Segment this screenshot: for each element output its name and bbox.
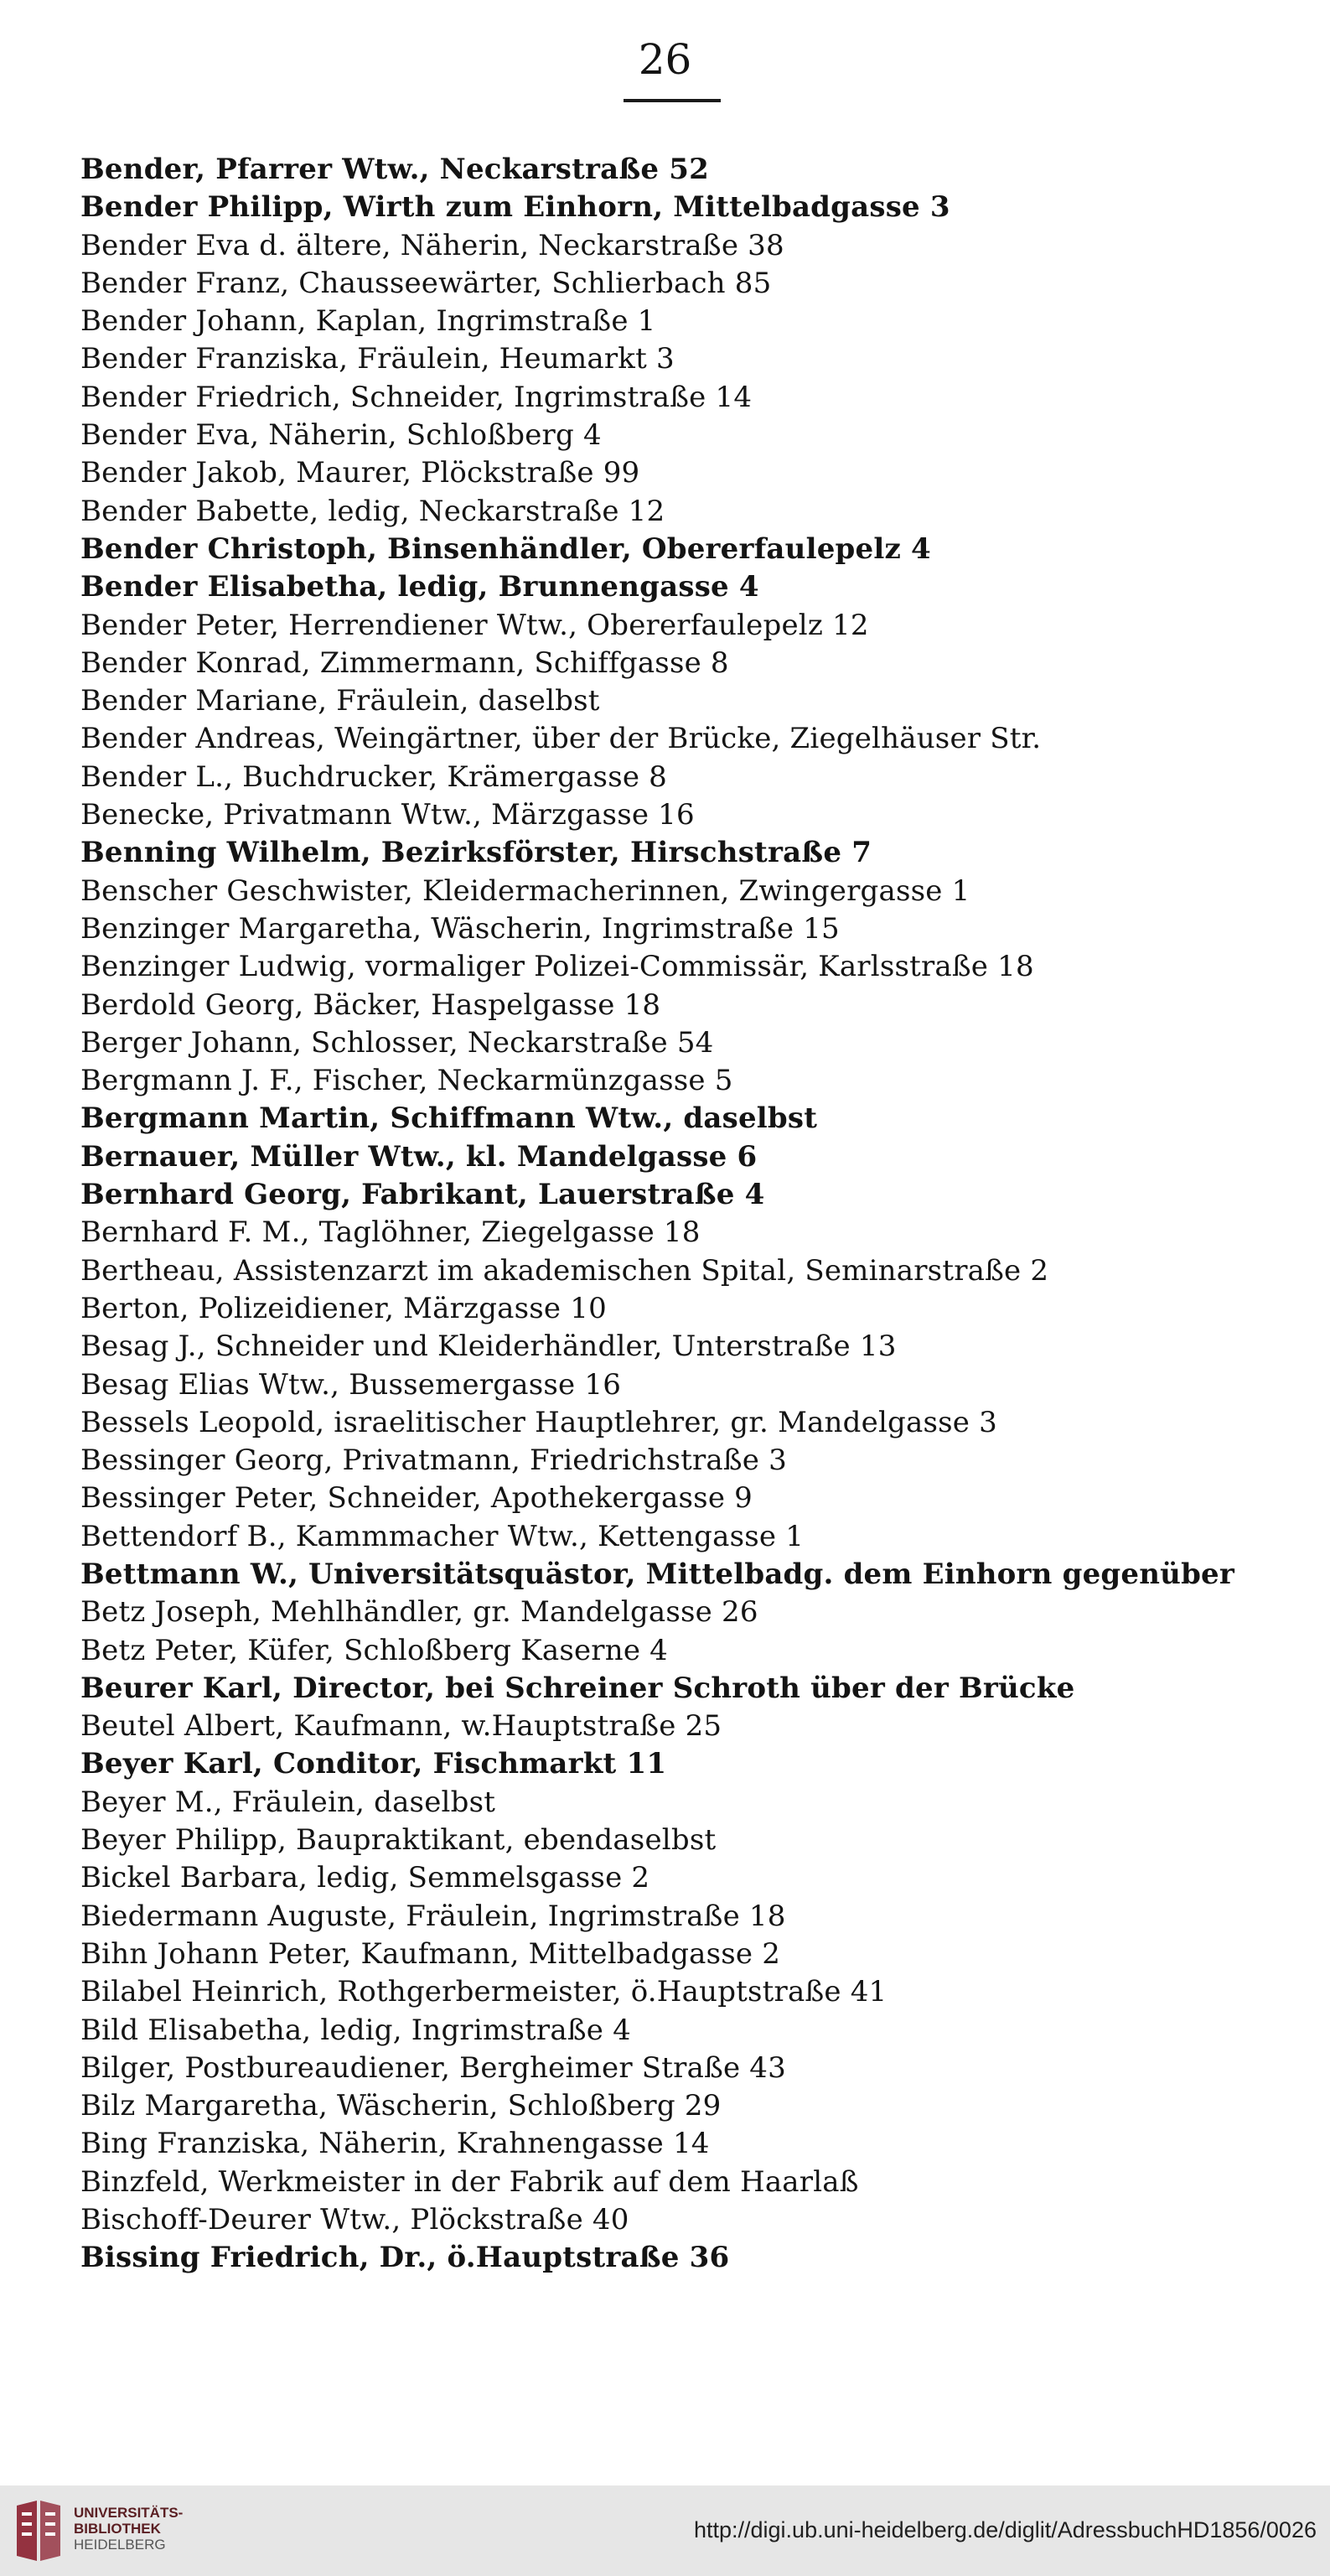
directory-entry: Bender Eva d. ältere, Näherin, Neckarstraße 38 xyxy=(80,228,784,262)
directory-entry: Bing Franziska, Näherin, Krahnengasse 14 xyxy=(80,2127,710,2161)
directory-entry: Bender Mariane, Fräulein, daselbst xyxy=(80,684,600,718)
directory-entry: Bild Elisabetha, ledig, Ingrimstraße 4 xyxy=(80,2013,631,2047)
directory-entry: Bilger, Postbureaudiener, Bergheimer Straße 43 xyxy=(80,2050,786,2085)
directory-entry: Berton, Polizeidiener, Märzgasse 10 xyxy=(80,1291,607,1325)
directory-entry: Bertheau, Assistenzarzt im akademischen Spital, Seminarstraße 2 xyxy=(80,1253,1049,1288)
header-rule xyxy=(624,99,721,102)
directory-entry: Bettendorf B., Kammmacher Wtw., Kettengasse 1 xyxy=(80,1519,805,1553)
directory-entry: Benzinger Ludwig, vormaliger Polizei-Commissär, Karlsstraße 18 xyxy=(80,950,1034,984)
directory-entry: Biedermann Auguste, Fräulein, Ingrimstraße 18 xyxy=(80,1899,786,1933)
directory-entry: Betz Peter, Küfer, Schloßberg Kaserne 4 xyxy=(80,1633,669,1667)
directory-entry: Bessinger Peter, Schneider, Apothekergasse 9 xyxy=(80,1481,753,1516)
directory-entry: Beurer Karl, Director, bei Schreiner Schroth über der Brücke xyxy=(80,1671,1075,1705)
directory-entry: Bernhard F. M., Taglöhner, Ziegelgasse 18 xyxy=(80,1215,701,1250)
directory-entry: Bender Christoph, Binsenhändler, Obererfaulepelz 4 xyxy=(80,531,931,566)
directory-entry: Bender Eva, Näherin, Schloßberg 4 xyxy=(80,418,602,453)
directory-entry: Berger Johann, Schlosser, Neckarstraße 54 xyxy=(80,1025,714,1060)
directory-entry: Bender Franz, Chausseewärter, Schlierbach 85 xyxy=(80,266,772,300)
directory-entry: Benning Wilhelm, Bezirksförster, Hirschstraße 7 xyxy=(80,836,872,870)
library-logo-icon xyxy=(12,2497,65,2564)
directory-entry: Bender Philipp, Wirth zum Einhorn, Mittelbadgasse 3 xyxy=(80,190,950,225)
directory-entry: Besag Elias Wtw., Bussemergasse 16 xyxy=(80,1367,622,1402)
directory-entry: Bender Elisabetha, ledig, Brunnengasse 4 xyxy=(80,570,759,604)
library-name-line2: BIBLIOTHEK xyxy=(74,2521,161,2537)
directory-entry: Bender Jakob, Maurer, Plöckstraße 99 xyxy=(80,456,640,490)
directory-entry: Berdold Georg, Bäcker, Haspelgasse 18 xyxy=(80,987,661,1022)
directory-entry: Benscher Geschwister, Kleidermacherinnen, Zwingergasse 1 xyxy=(80,873,970,908)
directory-entry: Bettmann W., Universitätsquästor, Mittelbadg. dem Einhorn gegenüber xyxy=(80,1557,1234,1591)
directory-entry: Bickel Barbara, ledig, Semmelsgasse 2 xyxy=(80,1861,650,1895)
directory-entry: Bender Johann, Kaplan, Ingrimstraße 1 xyxy=(80,304,656,339)
directory-entry: Bender Peter, Herrendiener Wtw., Obererfaulepelz 12 xyxy=(80,608,869,642)
directory-entry: Bessels Leopold, israelitischer Hauptlehrer, gr. Mandelgasse 3 xyxy=(80,1405,997,1439)
directory-entry: Bender Babette, ledig, Neckarstraße 12 xyxy=(80,494,665,528)
source-url[interactable]: http://digi.ub.uni-heidelberg.de/diglit/AdressbuchHD1856/0026 xyxy=(693,2517,1317,2542)
library-name xyxy=(74,2505,183,2553)
directory-entry: Bergmann J. F., Fischer, Neckarmünzgasse 5 xyxy=(80,1064,733,1098)
directory-entry: Bender, Pfarrer Wtw., Neckarstraße 52 xyxy=(80,153,710,186)
directory-entry: Bender Andreas, Weingärtner, über der Brücke, Ziegelhäuser Str. xyxy=(80,722,1042,756)
directory-entry: Benecke, Privatmann Wtw., Märzgasse 16 xyxy=(80,798,695,832)
directory-entry: Bergmann Martin, Schiffmann Wtw., daselbst xyxy=(80,1101,818,1136)
directory-entry: Beyer M., Fräulein, daselbst xyxy=(80,1785,496,1819)
directory-entry: Bernhard Georg, Fabrikant, Lauerstraße 4 xyxy=(80,1178,765,1212)
directory-entry: Bender Friedrich, Schneider, Ingrimstraße 14 xyxy=(80,380,753,414)
directory-entry: Bilz Margaretha, Wäscherin, Schloßberg 29 xyxy=(80,2089,722,2123)
directory-entry: Bissing Friedrich, Dr., ö.Hauptstraße 36 xyxy=(80,2241,730,2275)
directory-entry: Besag J., Schneider und Kleiderhändler, Unterstraße 13 xyxy=(80,1329,897,1364)
directory-list xyxy=(80,151,1254,2278)
directory-entry: Bender L., Buchdrucker, Krämergasse 8 xyxy=(80,759,668,794)
directory-entry: Betz Joseph, Mehlhändler, gr. Mandelgasse 26 xyxy=(80,1595,758,1630)
directory-entry: Beyer Philipp, Baupraktikant, ebendaselbst xyxy=(80,1823,717,1858)
directory-entry: Binzfeld, Werkmeister in der Fabrik auf dem Haarlaß xyxy=(80,2164,859,2199)
directory-entry: Bernauer, Müller Wtw., kl. Mandelgasse 6 xyxy=(80,1139,758,1174)
library-name-line1: UNIVERSITÄTS- xyxy=(74,2505,184,2521)
directory-entry: Bessinger Georg, Privatmann, Friedrichstraße 3 xyxy=(80,1443,787,1478)
directory-entry: Bihn Johann Peter, Kaufmann, Mittelbadgasse 2 xyxy=(80,1936,781,1971)
directory-entry: Beutel Albert, Kaufmann, w.Hauptstraße 25 xyxy=(80,1709,722,1744)
directory-entry: Bender Konrad, Zimmermann, Schiffgasse 8 xyxy=(80,645,729,680)
directory-entry: Benzinger Margaretha, Wäscherin, Ingrimstraße 15 xyxy=(80,911,840,946)
directory-entry: Beyer Karl, Conditor, Fischmarkt 11 xyxy=(80,1747,667,1781)
directory-entry: Bilabel Heinrich, Rothgerbermeister, ö.Hauptstraße 41 xyxy=(80,1975,888,2009)
directory-entry: Bischoff-Deurer Wtw., Plöckstraße 40 xyxy=(80,2203,629,2237)
library-name-line3: HEIDELBERG xyxy=(74,2537,166,2553)
directory-entry: Bender Franziska, Fräulein, Heumarkt 3 xyxy=(80,342,675,376)
page-number: 26 xyxy=(638,35,692,84)
